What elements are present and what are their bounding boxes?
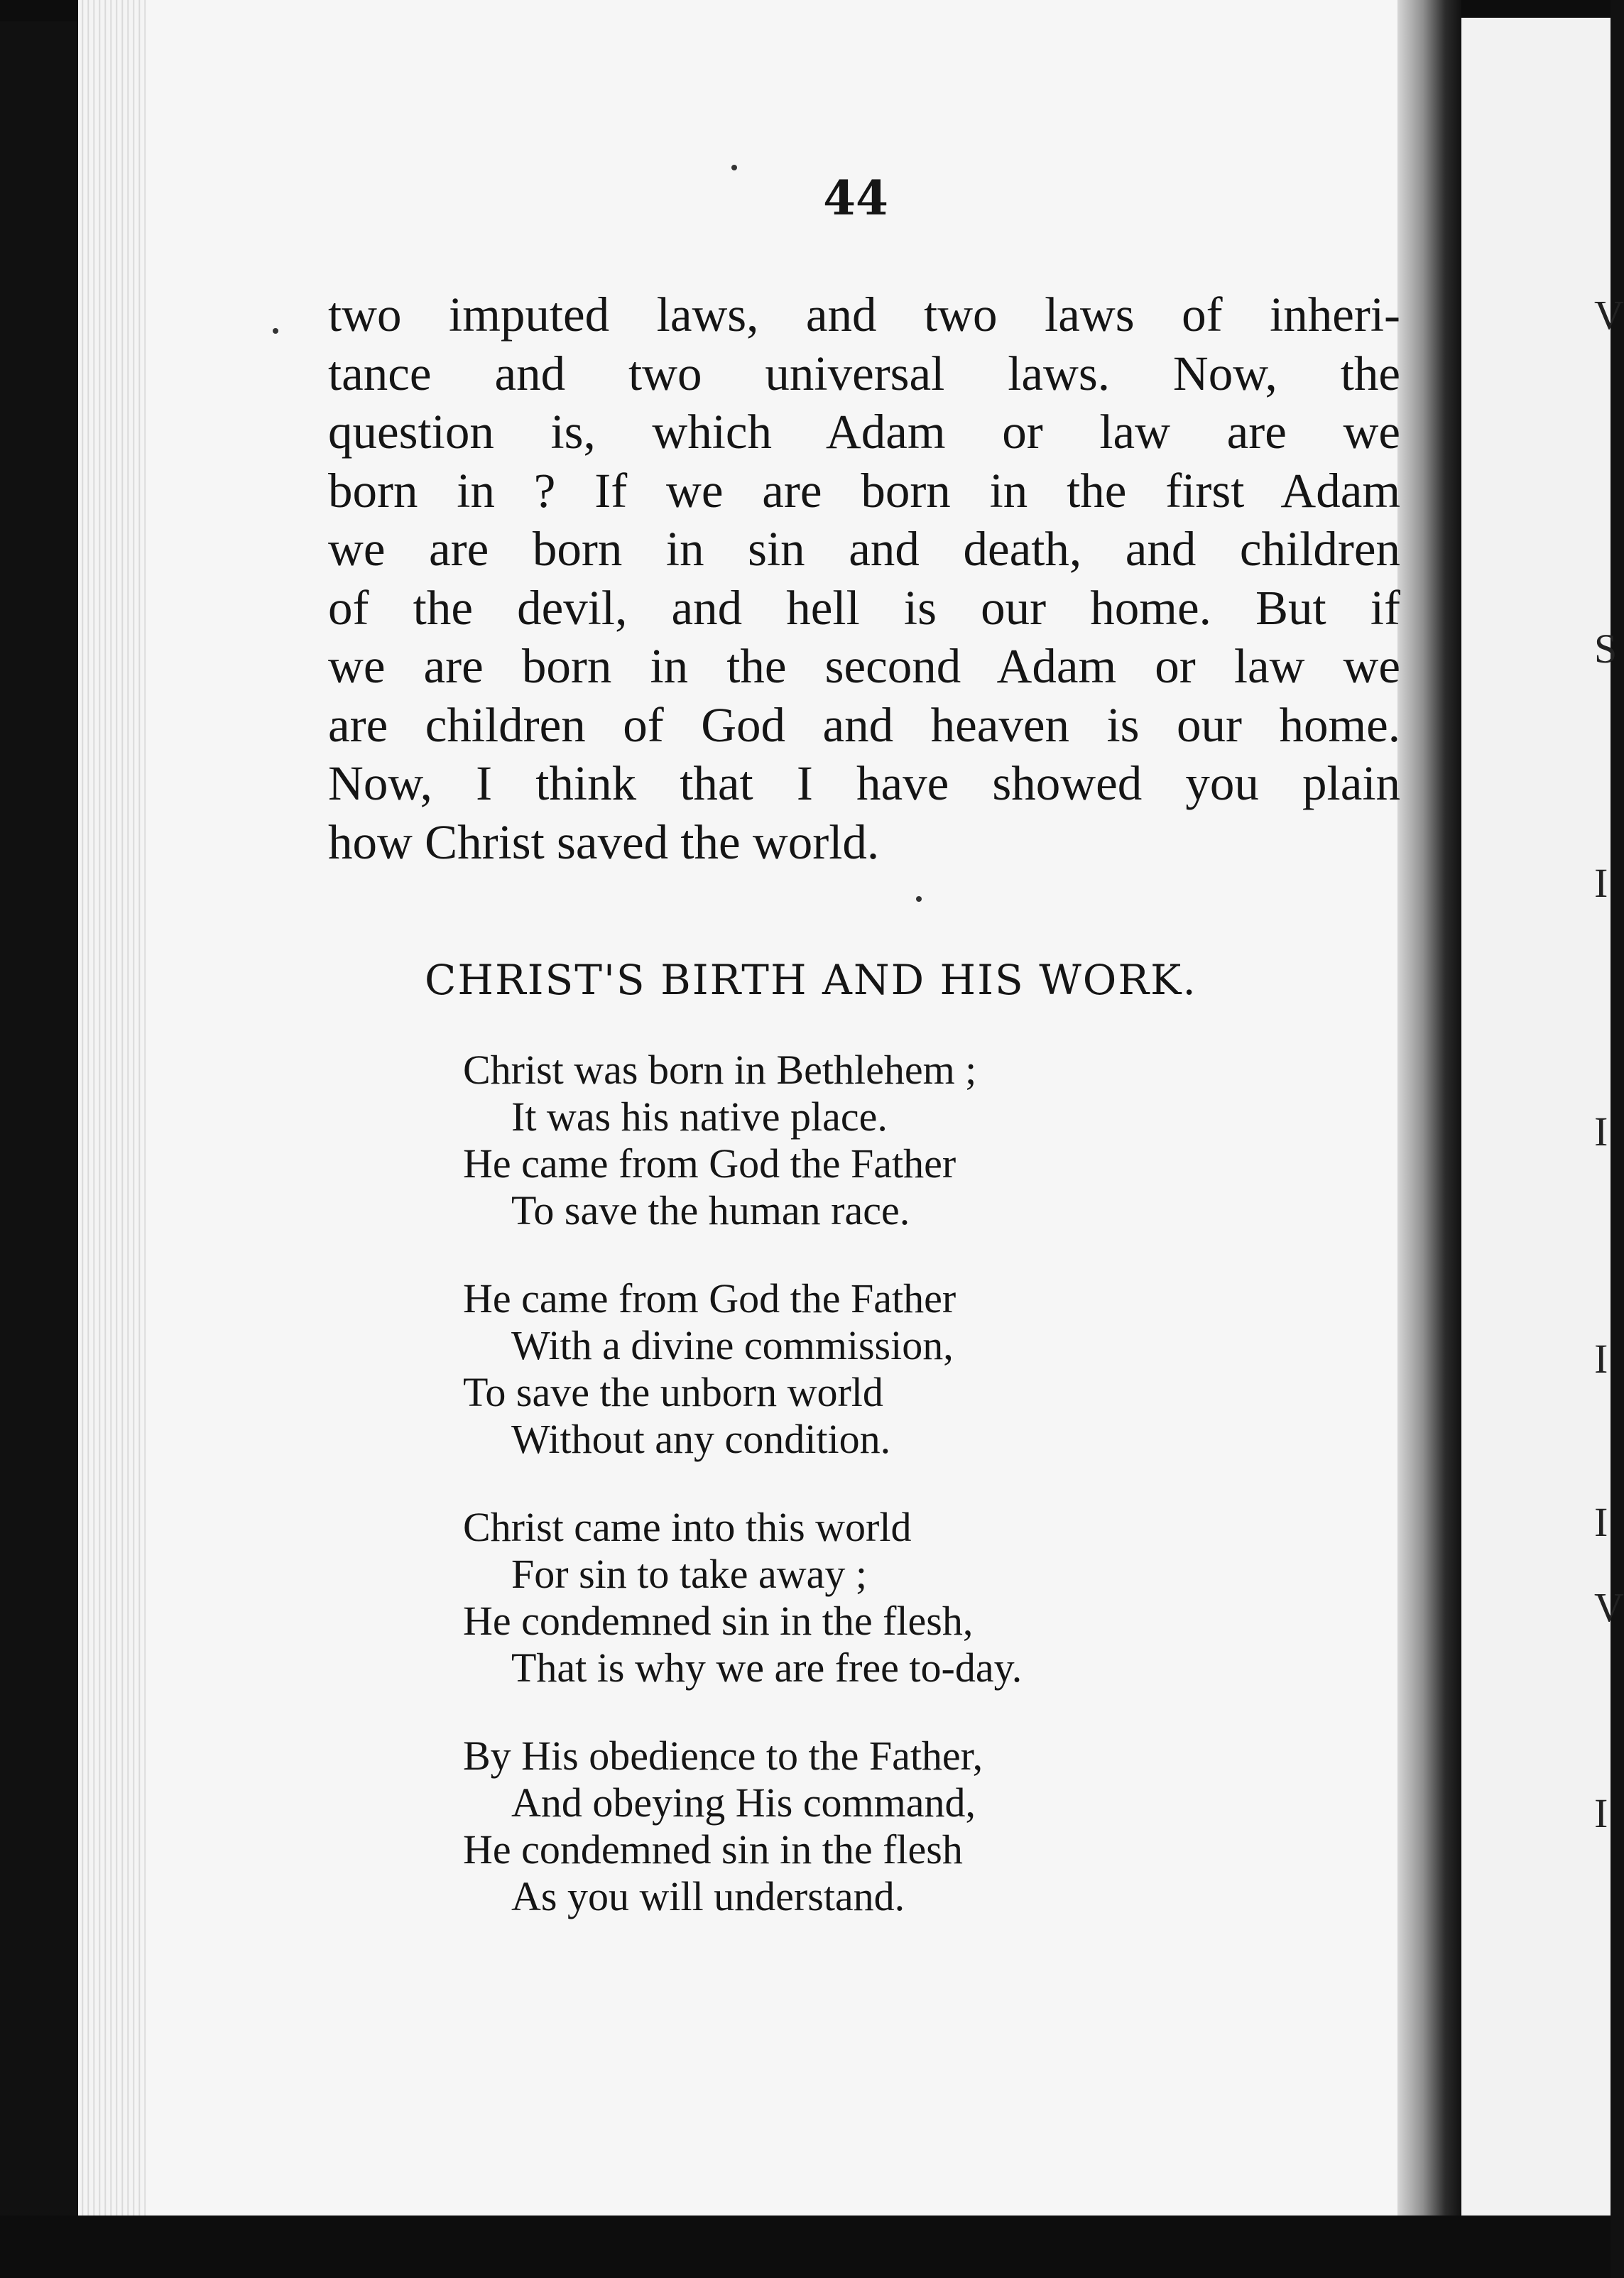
prose-line: tance and two universal laws. Now, the [328,346,1400,400]
verse-line: He came from God the Father [463,1140,957,1187]
verse-line: As you will understand. [511,1873,905,1919]
facing-page-glyph: I [1594,1790,1608,1836]
verse-line: To save the unborn world [463,1369,883,1415]
verse-line: Christ came into this world [463,1504,912,1550]
facing-page-glyph: I [1594,860,1608,906]
scan-speck [273,328,278,334]
facing-page [1461,18,1611,2219]
facing-page-glyph: S [1594,626,1618,672]
prose-line: Now, I think that I have showed you plain [328,756,1400,810]
scan-speck [731,165,737,170]
verse-line: He condemned sin in the flesh, [463,1598,974,1644]
facing-page-glyph: V [1594,1584,1624,1630]
verse-line: It was his native place. [511,1094,888,1140]
prose-line: two imputed laws, and two laws of inheri- [328,288,1400,342]
verse-line: With a divine commission, [511,1322,954,1368]
stanza [463,1275,1022,1463]
page-stack-edges [78,0,153,2237]
prose-paragraph [328,285,1400,871]
facing-page-glyph: I [1594,1499,1608,1545]
facing-page-glyph: I [1594,1108,1608,1155]
page-gutter-shadow [1397,0,1461,2224]
scan-background-bottom [0,2216,1611,2278]
prose-line: of the devil, and hell is our home. But if [328,580,1400,635]
verse-line: And obeying His command, [511,1780,976,1826]
verse-line: To save the human race. [511,1187,910,1233]
verse-line: That is why we are free to-day. [511,1645,1023,1691]
prose-line: born in ? If we are born in the first Adam [328,463,1400,518]
verse-line: He came from God the Father [463,1275,957,1321]
verse-line: Christ was born in Bethlehem ; [463,1047,977,1093]
page-number: 44 [823,170,888,226]
prose-line: are children of God and heaven is our home. [328,697,1400,752]
prose-line: we are born in sin and death, and children [328,522,1400,576]
prose-line: how Christ saved the world. [328,814,880,869]
prose-line: question is, which Adam or law are we [328,405,1400,459]
stanza [463,1733,1022,1920]
poem-heading: CHRIST'S BIRTH AND HIS WORK. [425,956,1197,1004]
verse-line: Without any condition. [511,1416,891,1462]
facing-page-glyph: V [1594,292,1624,338]
scan-speck [916,896,922,902]
stanza [463,1504,1022,1691]
poem [463,1047,1022,1961]
verse-line: He condemned sin in the flesh [463,1826,963,1873]
verse-line: For sin to take away ; [511,1551,867,1597]
prose-line: we are born in the second Adam or law we [328,639,1400,693]
stanza [463,1047,1022,1234]
facing-page-glyph: I [1594,1336,1608,1382]
verse-line: By His obedience to the Father, [463,1733,983,1779]
